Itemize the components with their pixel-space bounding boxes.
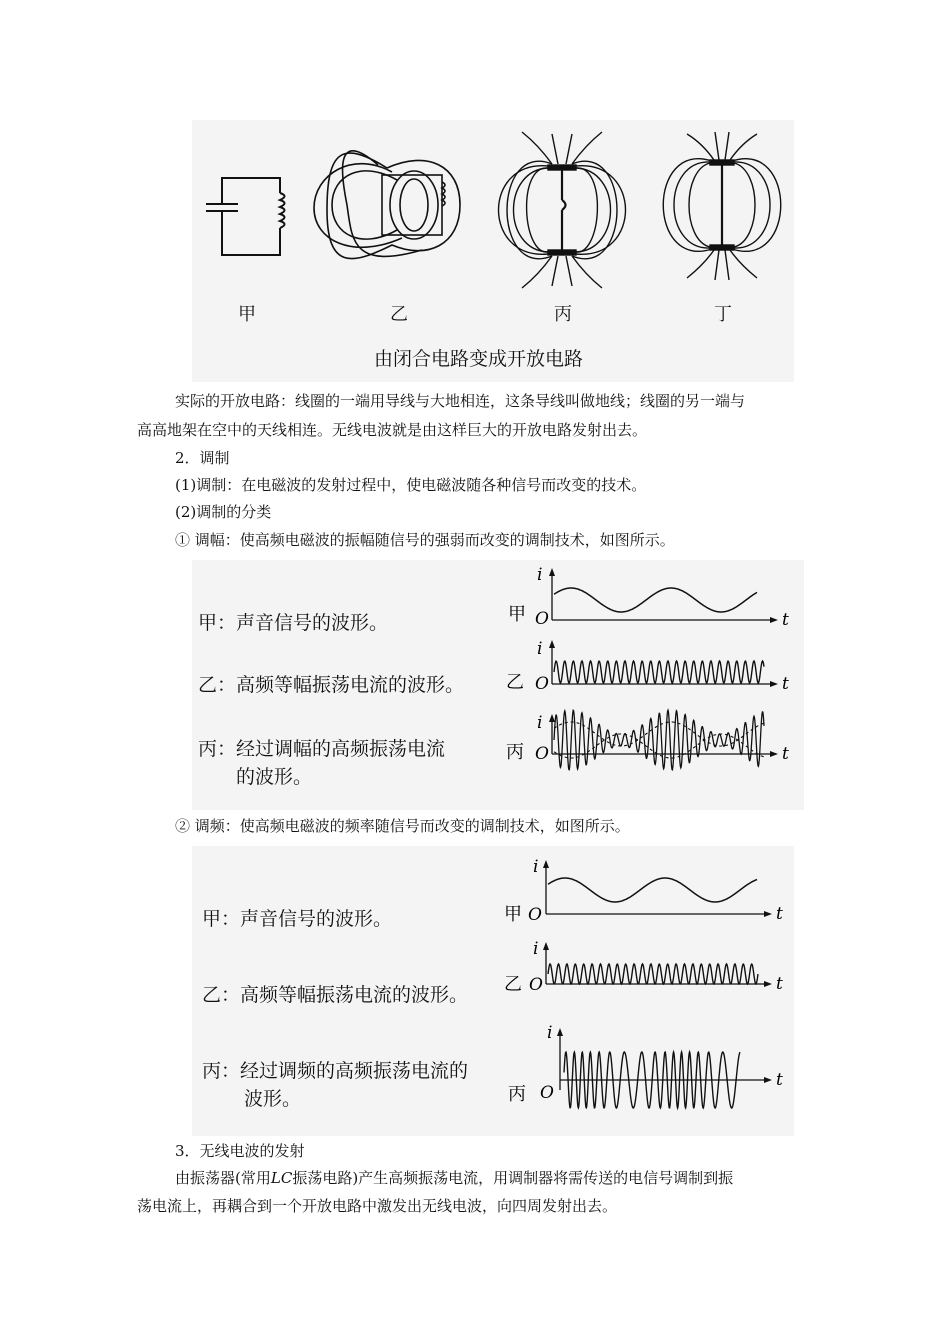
lc-term: LC — [270, 1169, 293, 1187]
am-yi-axis-t: t — [782, 674, 789, 694]
figure1-label-jia: 甲 — [238, 304, 256, 325]
fm-yi-axis-i: i — [533, 939, 539, 959]
transmission-paragraph-1 — [175, 1166, 733, 1191]
fm-bing-axis-t: t — [776, 1070, 783, 1090]
am-bing-axis-t: t — [782, 744, 789, 764]
am-desc-jia: 甲：声音信号的波形。 — [198, 612, 389, 634]
section-heading-modulation: 2．调制 — [175, 449, 230, 467]
am-bing-envelope-top — [554, 722, 764, 746]
fm-desc-bing-1: 丙：经过调频的高频振荡电流的 — [202, 1060, 469, 1082]
fm-desc-jia: 甲：声音信号的波形。 — [202, 908, 393, 930]
fm-jia-axis-i: i — [533, 857, 539, 877]
fm-desc-bing-2: 波形。 — [244, 1088, 302, 1110]
figure-open-circuit — [192, 120, 794, 382]
section-heading-transmission: 3．无线电波的发射 — [175, 1142, 305, 1160]
open-circuit-drawings — [192, 120, 794, 382]
fm-jia-label: 甲 — [504, 904, 522, 925]
am-bing-axis-i: i — [537, 713, 543, 733]
am-bing-wave — [554, 710, 764, 770]
figure1-caption: 由闭合电路变成开放电路 — [374, 348, 584, 370]
fm-desc-yi: 乙：高频等幅振荡电流的波形。 — [202, 984, 469, 1006]
fm-intro: ② 调频：使高频电磁波的频率随信号而改变的调制技术，如图所示。 — [175, 817, 630, 835]
fm-bing-axis-i: i — [547, 1023, 553, 1043]
figure1-label-ding: 丁 — [714, 304, 732, 325]
am-bing-label: 丙 — [506, 742, 524, 763]
am-graphs — [192, 560, 804, 810]
fm-jia-wave — [548, 878, 757, 902]
fm-bing-label: 丙 — [508, 1084, 526, 1105]
figure-amplitude-modulation — [192, 560, 804, 810]
fm-graph-yi — [504, 939, 783, 995]
open-circuit-diagram — [663, 132, 781, 280]
fm-yi-wave — [548, 964, 758, 984]
figure-frequency-modulation — [192, 846, 794, 1136]
am-yi-wave — [554, 661, 764, 683]
am-desc-yi: 乙：高频等幅振荡电流的波形。 — [198, 674, 465, 696]
am-desc-bing-1: 丙：经过调幅的高频振荡电流 — [198, 738, 446, 760]
partially-open-circuit-diagram — [499, 132, 626, 288]
transmission-text-b: 振荡电路)产生高频振荡电流，用调制器将需传送的电信号调制到振 — [292, 1169, 734, 1187]
am-bing-origin: O — [535, 744, 549, 764]
am-yi-label: 乙 — [506, 672, 524, 693]
am-graph-bing — [506, 710, 789, 770]
fm-graph-jia — [504, 857, 783, 925]
fm-yi-origin: O — [529, 975, 543, 995]
am-graph-yi — [506, 639, 789, 694]
modulation-definition: (1)调制：在电磁波的发射过程中，使电磁波随各种信号而改变的技术。 — [175, 476, 647, 494]
lc-circuit-diagram — [206, 178, 285, 255]
am-jia-wave — [554, 588, 757, 612]
paragraph-open-circuit-1: 实际的开放电路：线圈的一端用导线与大地相连，这条导线叫做地线；线圈的另一端与 — [175, 392, 746, 410]
spreading-field-diagram — [314, 151, 460, 259]
fm-yi-label: 乙 — [504, 974, 522, 995]
fm-yi-axis-t: t — [776, 974, 783, 994]
am-jia-axis-i: i — [537, 565, 543, 585]
fm-jia-axis-t: t — [776, 904, 783, 924]
am-jia-origin: O — [535, 609, 549, 629]
am-yi-axis-i: i — [537, 639, 543, 659]
paragraph-open-circuit-2: 高高地架在空中的天线相连。无线电波就是由这样巨大的开放电路发射出去。 — [137, 421, 648, 439]
figure1-label-yi: 乙 — [390, 304, 408, 325]
am-intro: ① 调幅：使高频电磁波的振幅随信号的强弱而改变的调制技术，如图所示。 — [175, 531, 675, 549]
modulation-classification: (2)调制的分类 — [175, 503, 272, 521]
am-graph-jia — [508, 565, 789, 630]
am-jia-axis-t: t — [782, 610, 789, 630]
fm-graph-bing — [508, 1023, 783, 1108]
fm-graphs — [192, 846, 794, 1136]
figure1-label-bing: 丙 — [554, 304, 572, 325]
am-desc-bing-2: 的波形。 — [236, 766, 313, 788]
am-jia-label: 甲 — [508, 604, 526, 625]
transmission-paragraph-2: 荡电流上，再耦合到一个开放电路中激发出无线电波，向四周发射出去。 — [137, 1197, 618, 1215]
am-yi-origin: O — [535, 674, 549, 694]
fm-jia-origin: O — [528, 905, 542, 925]
fm-bing-origin: O — [540, 1083, 554, 1103]
transmission-text-a: 由振荡器(常用 — [175, 1169, 271, 1187]
